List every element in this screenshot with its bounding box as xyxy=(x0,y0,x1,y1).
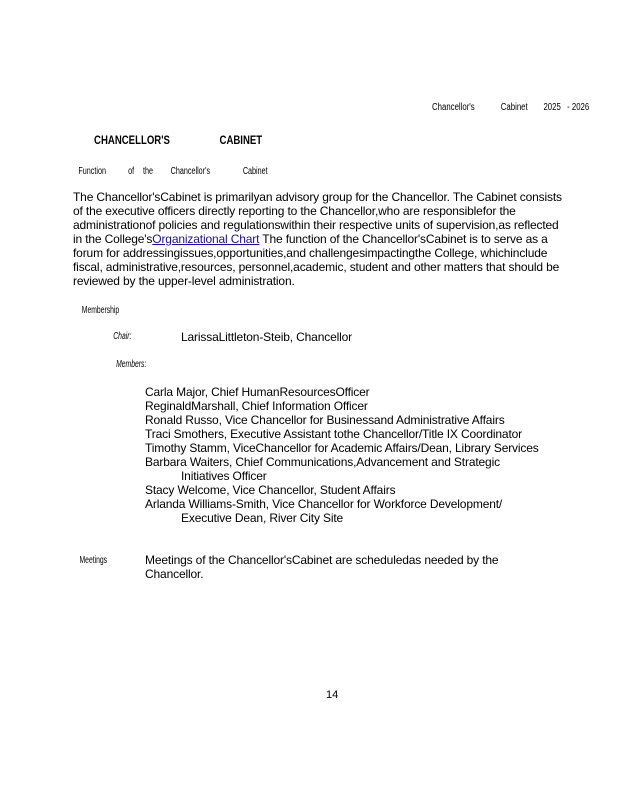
page-title-part1: CHANCELLOR'S xyxy=(94,133,170,147)
membership-heading: Membership xyxy=(81,305,120,316)
member-item: Ronald Russo, Vice Chancellor for Businessand Administrative Affairs xyxy=(145,413,505,427)
chair-value: LarissaLittleton-Steib, Chancellor xyxy=(181,330,352,344)
function-heading-w2: of xyxy=(128,166,135,177)
member-item: ReginaldMarshall, Chief Information Officer xyxy=(145,399,368,413)
page-title xyxy=(94,133,262,147)
member-item-continuation: Initiatives Officer xyxy=(181,469,267,483)
member-item: Barbara Waiters, Chief Communications,Advancement and Strategic xyxy=(145,455,500,469)
header-year-start: 2025 xyxy=(543,102,561,113)
header-title-word2: Cabinet xyxy=(500,102,528,113)
page-title-part2: CABINET xyxy=(219,133,263,147)
intro-line4-prefix: in the College's xyxy=(73,232,153,246)
chair-label: Chair: xyxy=(113,331,132,342)
function-heading-w5: Cabinet xyxy=(242,166,268,177)
member-item: Traci Smothers, Executive Assistant tothe Chancellor/Title IX Coordinator xyxy=(145,427,522,441)
member-item: Carla Major, Chief HumanResourcesOfficer xyxy=(145,385,370,399)
meetings-text xyxy=(145,553,498,581)
page-number: 14 xyxy=(326,689,339,701)
header-title-word1: Chancellor's xyxy=(432,102,475,113)
intro-line4-suffix: The function of the Chancellor'sCabinet is to serve as a xyxy=(259,232,548,246)
intro-line: fiscal, administrative,resources, personnel,academic, student and other matters that should be xyxy=(73,260,560,274)
members-label: Members: xyxy=(116,359,147,370)
function-heading-w4: Chancellor's xyxy=(170,166,211,177)
members-list xyxy=(145,385,539,525)
member-item: Arlanda Williams-Smith, Vice Chancellor for Workforce Development/ xyxy=(145,497,503,511)
intro-line: The Chancellor'sCabinet is primarilyan advisory group for the Chancellor. The Cabinet consists xyxy=(73,190,562,204)
function-heading-w3: the xyxy=(142,166,153,177)
intro-line: forum for addressingissues,opportunities,and challengesimpactingthe College, whichinclude xyxy=(73,246,548,260)
meetings-line: Meetings of the Chancellor'sCabinet are scheduledas needed by the xyxy=(145,553,499,567)
intro-line: of the executive officers directly reporting to the Chancellor,who are responsiblefor the xyxy=(73,204,516,218)
function-heading-w1: Function xyxy=(78,166,106,177)
member-item-continuation: Executive Dean, River City Site xyxy=(181,511,344,525)
member-item: Stacy Welcome, Vice Chancellor, Student Affairs xyxy=(145,483,396,497)
intro-paragraph xyxy=(73,190,593,288)
header-year-end: - 2026 xyxy=(567,102,590,113)
meetings-label: Meetings xyxy=(79,555,108,566)
intro-line: reviewed by the upper-level administration. xyxy=(73,274,295,288)
organizational-chart-link[interactable]: Organizational Chart xyxy=(152,232,260,246)
intro-line: administrationof policies and regulationswithin their respective units of supervision,as reflected xyxy=(73,218,559,232)
meetings-line: Chancellor. xyxy=(145,567,204,581)
intro-line xyxy=(73,232,593,246)
member-item: Timothy Stamm, ViceChancellor for Academic Affairs/Dean, Library Services xyxy=(145,441,539,455)
